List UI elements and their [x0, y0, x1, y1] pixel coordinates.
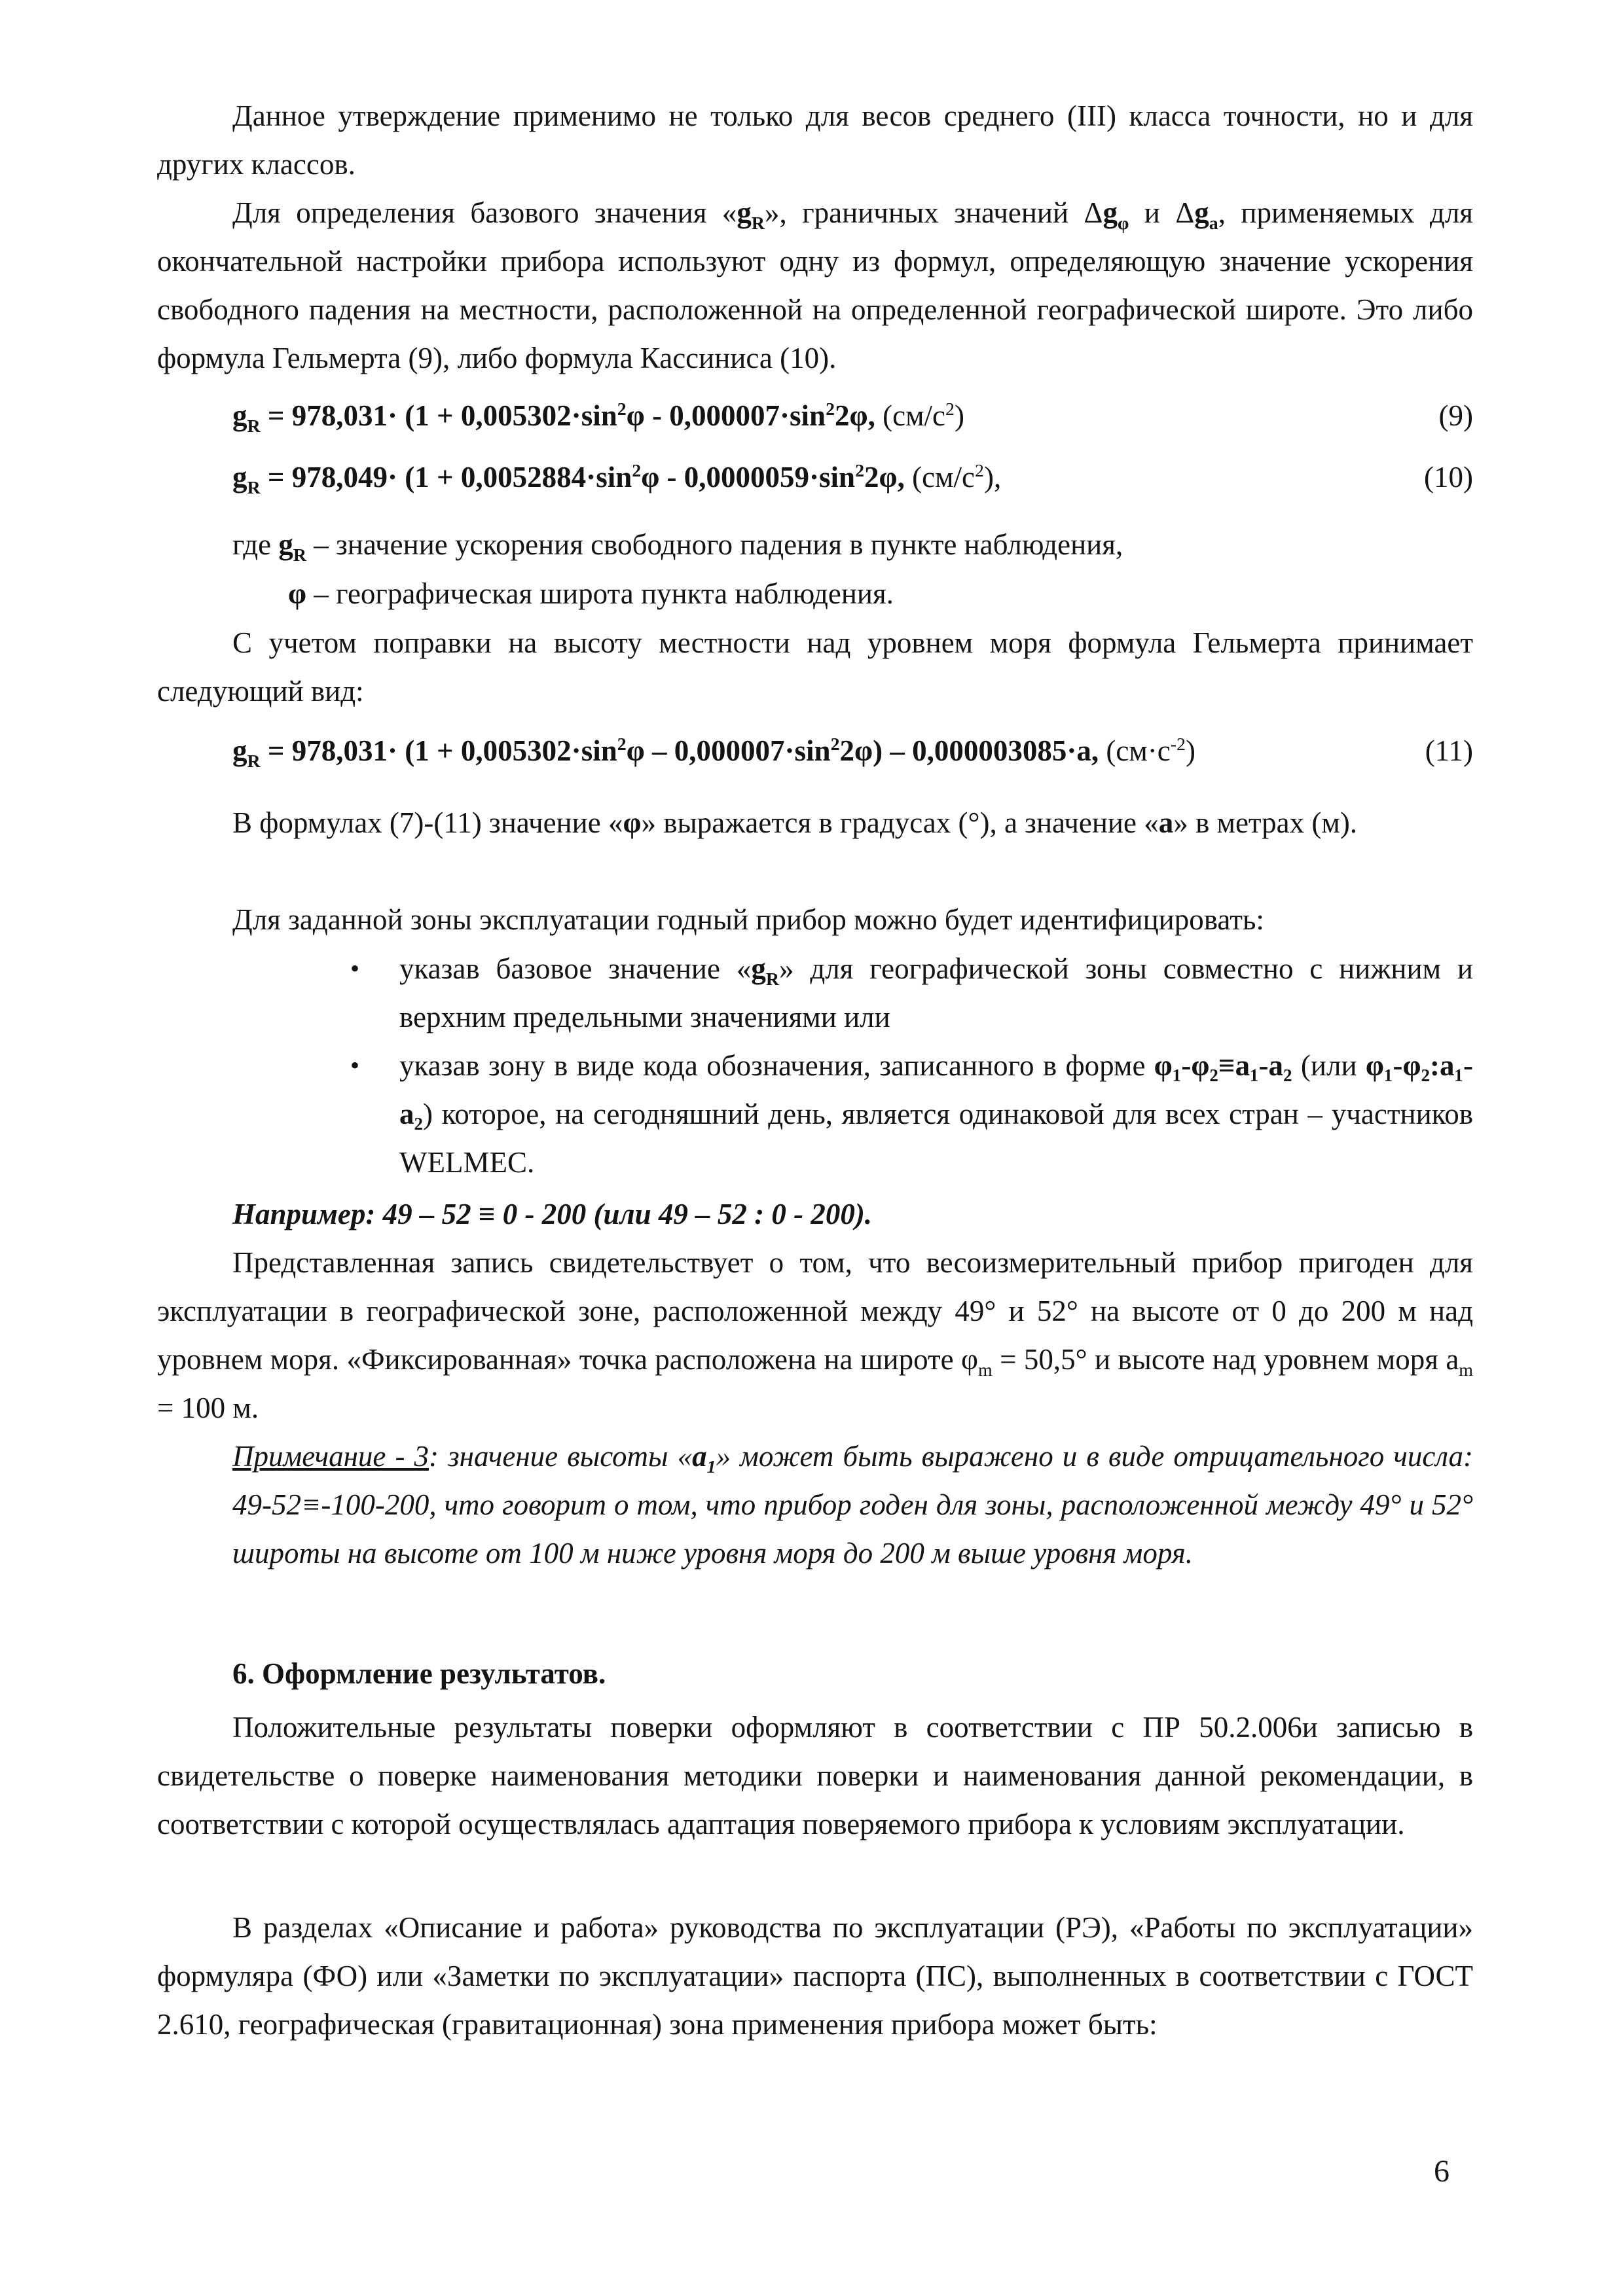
formula-11-expression: $g_R = 978,031\cdot (1 + 0,005302\cdot\sin^2\varphi - 0,000007\cdot\sin^22\varphi) - 0,000003085\cdot a$, $(см\cdot с^{-2})$: [232, 734, 1195, 772]
formula-helmert: [232, 391, 1473, 440]
bullet-marker: •: [350, 954, 360, 983]
note-3: Примечание - 3: значение высоты «$a_1$» может быть выражено и в виде отрицательного числа: 49-52≡-100-200, что говорит о том, что прибор годен для зоны, расположенной между 49° и 52° широты на высоте от 100 м ниже уровня моря до 200 м выше уровня моря.: [232, 1440, 1473, 1570]
page-number: 6: [1434, 2154, 1450, 2189]
bullet-marker: •: [350, 1050, 360, 1080]
paragraph-fixed-point: Представленная запись свидетельствует о том, что весоизмерительный прибор пригоден для эксплуатации в географической зоне, расположенной между 49° и 52° на высоте от 0 до 200 м над уровнем моря. «Фиксированная» точка расположена на широте $\varphi_m = 50,5^\circ$ и высоте над уровнем моря $a_m = 100$ м.: [157, 1246, 1473, 1424]
formula-10-expression: $g_R = 978,049\cdot (1 + 0,0052884\cdot\sin^2\varphi - 0,0000059\cdot\sin^22\varphi$, $(см/с^2)$,: [232, 461, 1002, 498]
formula-9-number: (9): [1438, 399, 1473, 432]
paragraph-applicability: Данное утверждение применимо не только для весов среднего (III) класса точности, но и для других классов.: [157, 99, 1473, 181]
paragraph-altitude-correction: С учетом поправки на высоту местности над уровнем моря формула Гельмерта принимает следующий вид:: [157, 626, 1473, 708]
formula-10-number: (10): [1424, 461, 1473, 493]
where-phi: φ – географическая широта пункта наблюдения.: [288, 577, 894, 610]
where-g-r: где $g_R$ – значение ускорения свободного падения в пункте наблюдения,: [232, 528, 1123, 565]
formula-11-number: (11): [1425, 734, 1473, 767]
formula-cassinis: [232, 453, 1473, 501]
paragraph-units: В формулах (7)-(11) значение «φ» выражается в градусах (°), а значение «a» в метрах (м).: [232, 806, 1358, 839]
example-line: Например: 49 – 52 ≡ 0 - 200 (или 49 – 52 : 0 - 200).: [232, 1198, 873, 1230]
paragraph-identification: Для заданной зоны эксплуатации годный прибор можно будет идентифицировать:: [232, 903, 1264, 936]
section-heading: 6. Оформление результатов.: [232, 1657, 606, 1690]
paragraph-results: Положительные результаты поверки оформляют в соответствии с ПР 50.2.006и записью в свидетельстве о поверке наименования методики поверки и наименования данной рекомендации, в соответствии с которой осуществлялась адаптация поверяемого прибора к условиям эксплуатации.: [157, 1711, 1473, 1840]
list-item-base-value: указав базовое значение «$g_R$» для географической зоны совместно с нижним и верхним предельными значениями или: [399, 952, 1473, 1033]
list-item-zone-code: указав зону в виде кода обозначения, записанного в форме φ₁-φ₂≡a₁-a₂ (или φ₁-φ₂:a₁-a₂) которое, на сегодняшний день, является одинаковой для всех стран – участников WELMEC.: [399, 1049, 1473, 1179]
paragraph-base-value: Для определения базового значения «$g_R$», граничных значений $\Delta g_\varphi$ и $\Delta g_a$, применяемых для окончательной настройки прибора используют одну из формул, определяющую значение ускорения свободного падения на местности, расположенной на определенной географической широте. Это либо формула Гельмерта (9), либо формула Кассиниса (10).: [157, 196, 1473, 374]
formula-9-expression: $g_R = 978,031\cdot (1 + 0,005302\cdot\sin^2\varphi - 0,000007\cdot\sin^22\varphi$, $(см/с^2)$: [232, 399, 964, 437]
paragraph-sections: В разделах «Описание и работа» руководства по эксплуатации (РЭ), «Работы по эксплуатации» формуляра (ФО) или «Заметки по эксплуатации» паспорта (ПС), выполненных в соответствии с ГОСТ 2.610, географическая (гравитационная) зона применения прибора может быть:: [157, 1911, 1473, 2041]
formula-helmert-altitude: [232, 726, 1473, 775]
